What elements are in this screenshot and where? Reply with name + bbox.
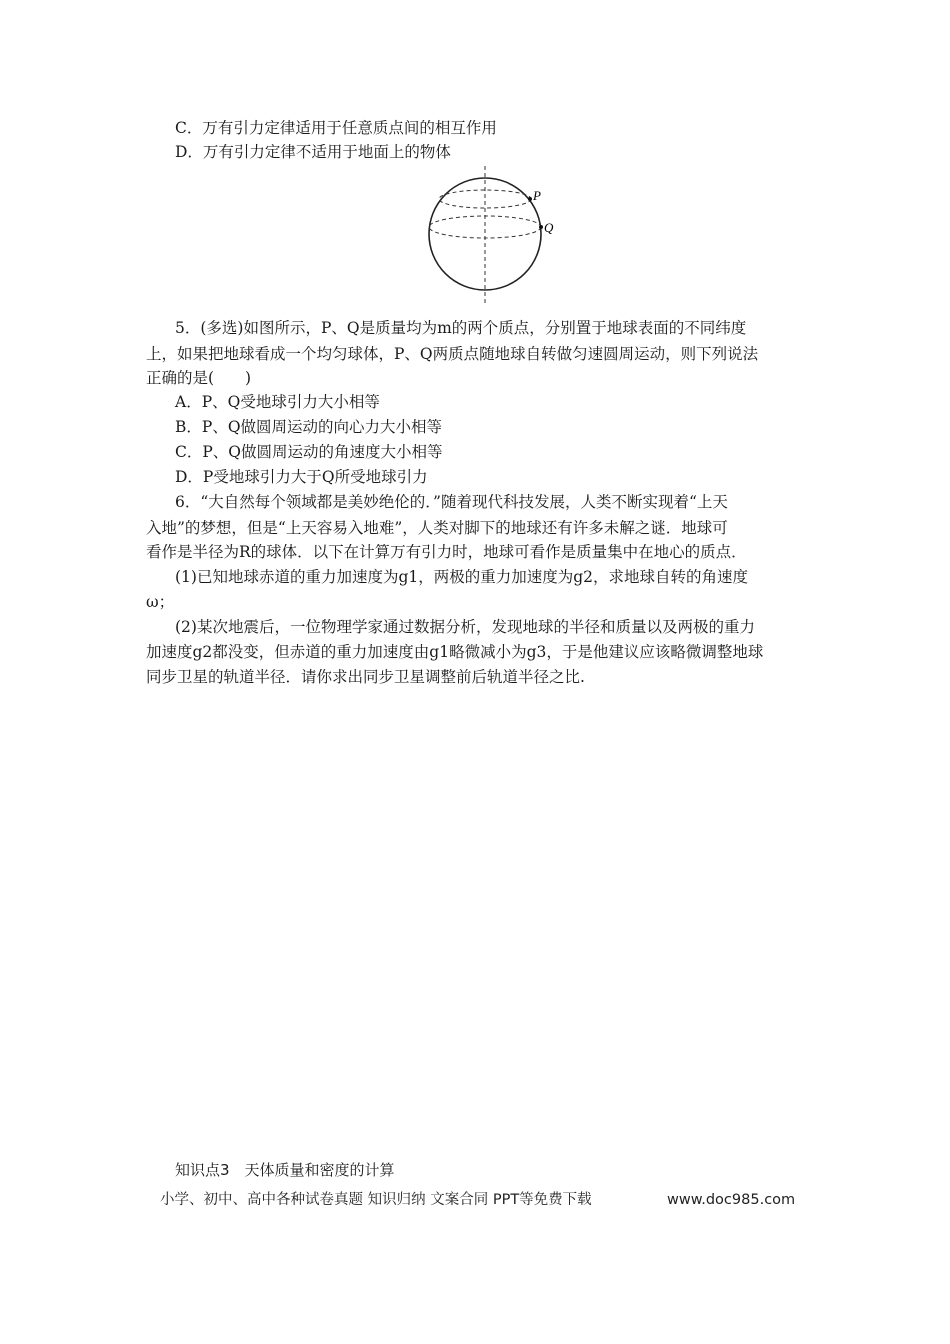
- q6-stem-line2: 入地”的梦想，但是“上天容易入地难”，人类对脚下的地球还有许多未解之谜．地球可: [146, 519, 728, 537]
- q5-option-b: B．P、Q做圆周运动的向心力大小相等: [175, 418, 443, 436]
- q6-stem-line3: 看作是半径为R的球体．以下在计算万有引力时，地球可看作是质量集中在地心的质点．: [146, 543, 747, 561]
- q5-stem-line3: 正确的是( ): [146, 369, 252, 387]
- q6-part2-line3: 同步卫星的轨道半径．请你求出同步卫星调整前后轨道半径之比.: [146, 668, 585, 686]
- q6-stem-line1: 6．“大自然每个领域都是美妙绝伦的．”随着现代科技发展，人类不断实现着“上天: [175, 493, 728, 511]
- q5-option-d: D．P受地球引力大于Q所受地球引力: [175, 468, 428, 486]
- q6-part2-line1: (2)某次地震后，一位物理学家通过数据分析，发现地球的半径和质量以及两极的重力: [175, 618, 755, 636]
- label-q: Q: [544, 220, 554, 235]
- earth-diagram: [420, 166, 570, 306]
- q5-option-c: C．P、Q做圆周运动的角速度大小相等: [175, 443, 443, 461]
- latitude-circle: [439, 190, 531, 208]
- section-title: 知识点3 天体质量和密度的计算: [175, 1161, 395, 1179]
- point-q: [539, 225, 543, 229]
- q5-option-a: A．P、Q受地球引力大小相等: [175, 393, 380, 411]
- q4-option-c: C．万有引力定律适用于任意质点间的相互作用: [175, 119, 497, 137]
- q5-stem-line2: 上，如果把地球看成一个均匀球体，P、Q两质点随地球自转做匀速圆周运动，则下列说法: [146, 345, 759, 363]
- q4-option-d: D．万有引力定律不适用于地面上的物体: [175, 143, 451, 161]
- q5-stem-line1: 5．(多选)如图所示，P、Q是质量均为m的两个质点，分别置于地球表面的不同纬度: [175, 319, 747, 337]
- equator-circle: [429, 216, 541, 238]
- point-p: [528, 197, 532, 201]
- q6-part2-line2: 加速度g2都没变，但赤道的重力加速度由g1略微减小为g3，于是他建议应该略微调整地球: [146, 643, 764, 661]
- q6-part1-line2: ω；: [146, 593, 175, 611]
- footer-site-link[interactable]: www.doc985.com: [667, 1192, 796, 1208]
- q6-part1-line1: (1)已知地球赤道的重力加速度为g1，两极的重力加速度为g2，求地球自转的角速度: [175, 568, 749, 586]
- label-p: P: [533, 188, 541, 203]
- footer-text: 小学、初中、高中各种试卷真题 知识归纳 文案合同 PPT等免费下载: [160, 1192, 592, 1208]
